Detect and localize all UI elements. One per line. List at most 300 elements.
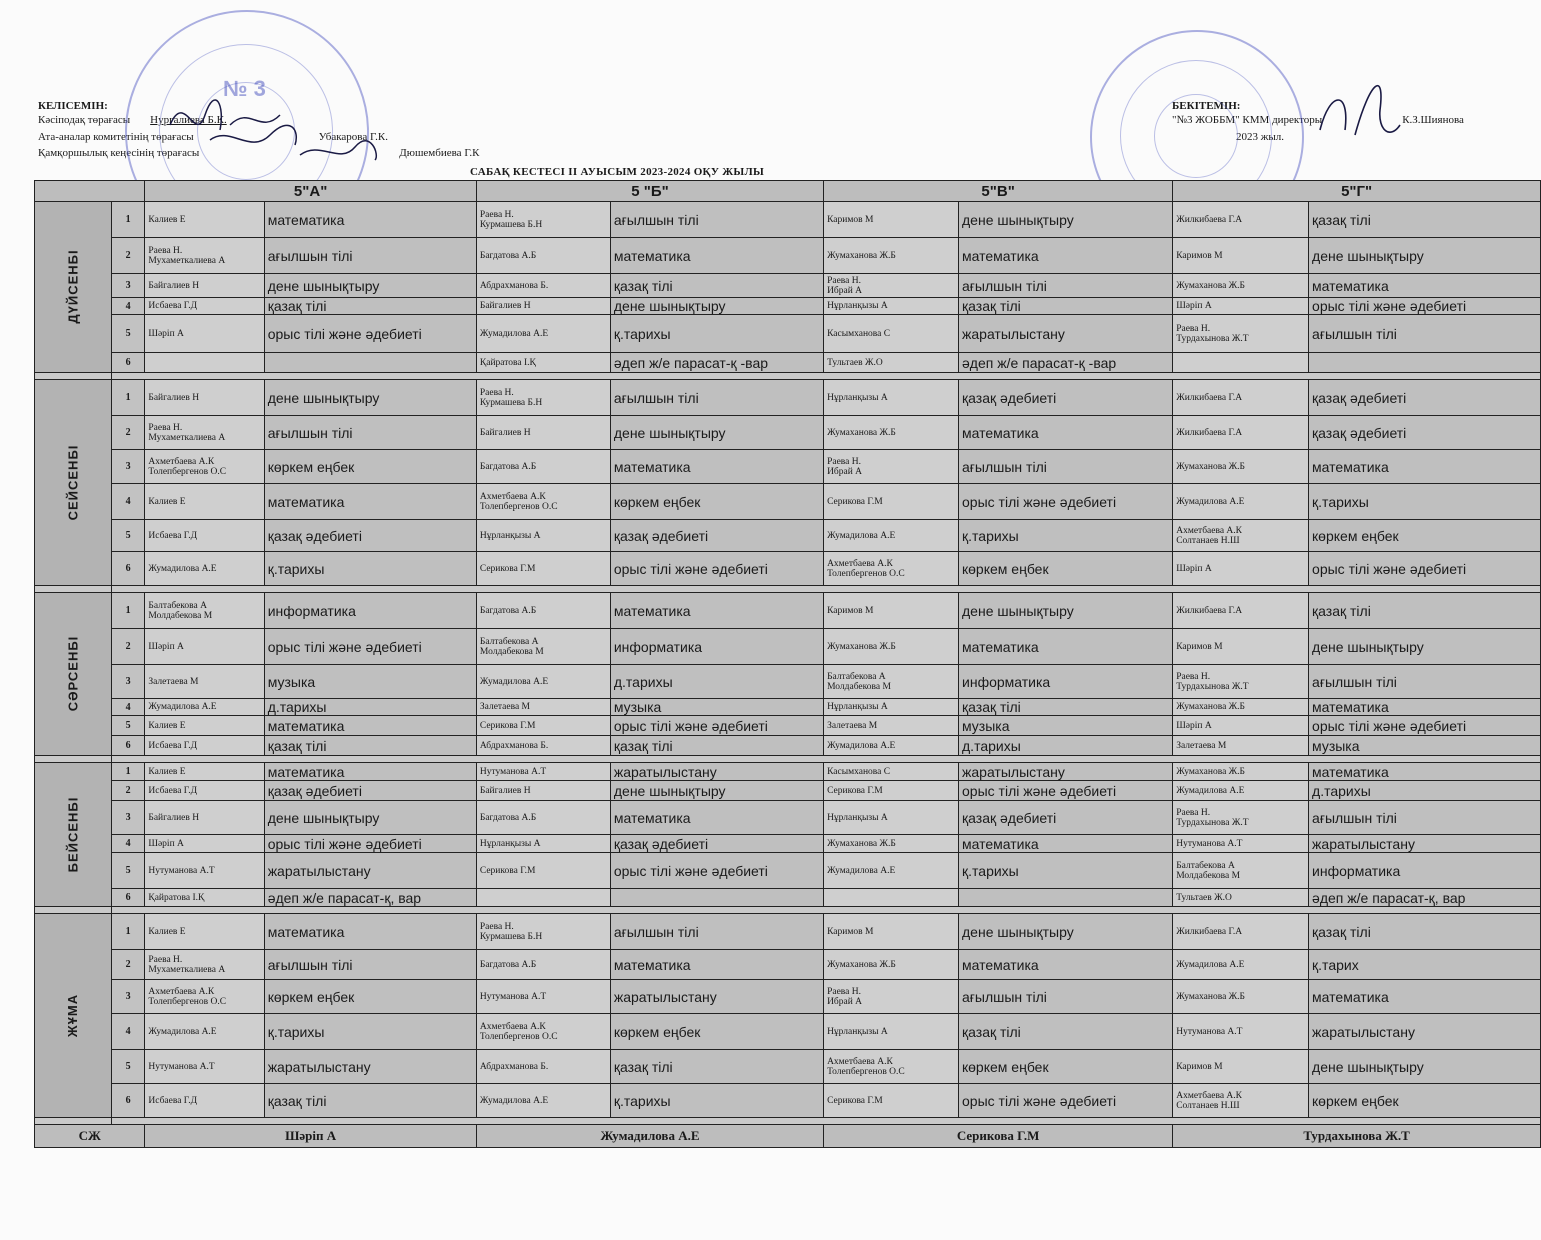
teacher-cell: Нұрланқызы А — [824, 801, 959, 835]
day-label-cell — [35, 763, 112, 907]
teacher-cell: Исбаева Г.Д — [145, 736, 264, 756]
teacher-cell: Жумаханова Ж.Б — [1173, 274, 1309, 298]
teacher-cell: Раева Н. Мухаметкалиева А — [145, 950, 264, 980]
subject-cell — [959, 889, 1173, 907]
lesson-row — [35, 853, 1541, 889]
lesson-row — [35, 484, 1541, 520]
teacher-cell: Жумаханова Ж.Б — [1173, 699, 1309, 716]
teacher-cell: Жилкибаева Г.А — [1173, 593, 1309, 629]
subject-cell: математика — [959, 950, 1173, 980]
subject-cell: орыс тілі және әдебиеті — [959, 781, 1173, 801]
lesson-number: 1 — [111, 380, 145, 416]
lesson-row — [35, 835, 1541, 853]
lesson-number: 3 — [111, 665, 145, 699]
agreement-title: КЕЛІСЕМІН: — [38, 100, 108, 112]
agreement-line-1: Кәсіподақ төрағасы Нургалиева Б.К. — [38, 114, 227, 126]
subject-cell: қазақ тілі — [610, 274, 823, 298]
lesson-row — [35, 593, 1541, 629]
subject-cell: математика — [1309, 763, 1541, 781]
subject-cell: қазақ әдебиеті — [264, 781, 476, 801]
subject-cell: әдеп ж/е парасат-қ, вар — [264, 889, 476, 907]
subject-cell: дене шынықтыру — [959, 202, 1173, 238]
approval-date: 2023 жыл. — [1236, 131, 1284, 143]
footer-row — [35, 1125, 1541, 1148]
approval-line: "№3 ЖОББМ" КММ директоры К.З.Шиянова — [1172, 114, 1464, 126]
subject-cell: информатика — [264, 593, 476, 629]
lesson-row — [35, 353, 1541, 373]
teacher-cell: Калиев Е — [145, 763, 264, 781]
teacher-cell: Жумадилова А.Е — [824, 520, 959, 552]
subject-cell: ағылшын тілі — [610, 380, 823, 416]
subject-cell: көркем еңбек — [264, 450, 476, 484]
subject-cell: жаратылыстану — [959, 315, 1173, 353]
subject-cell: қ.тарихы — [264, 1014, 476, 1050]
teacher-cell: Раева Н. Ибрай А — [824, 980, 959, 1014]
lesson-row — [35, 889, 1541, 907]
day-separator — [35, 907, 1541, 914]
teacher-cell: Калиев Е — [145, 202, 264, 238]
subject-cell: орыс тілі және әдебиеті — [1309, 716, 1541, 736]
subject-cell: ағылшын тілі — [264, 416, 476, 450]
lesson-number: 2 — [111, 416, 145, 450]
teacher-cell: Багдатова А.Б — [476, 238, 610, 274]
lesson-number: 5 — [111, 853, 145, 889]
teacher-cell: Калиев Е — [145, 716, 264, 736]
teacher-cell: Нутуманова А.Т — [476, 980, 610, 1014]
subject-cell: ағылшын тілі — [610, 914, 823, 950]
teacher-cell: Раева Н. Ибрай А — [824, 274, 959, 298]
subject-cell: математика — [264, 484, 476, 520]
teacher-cell: Нұрланқызы А — [476, 520, 610, 552]
subject-cell: қазақ әдебиеті — [959, 801, 1173, 835]
teacher-cell: Раева Н. Ибрай А — [824, 450, 959, 484]
approval-title: БЕКІТЕМІН: — [1172, 100, 1241, 112]
subject-cell: дене шынықтыру — [959, 593, 1173, 629]
teacher-cell: Серикова Г.М — [824, 1084, 959, 1118]
subject-cell: қ.тарих — [1309, 950, 1541, 980]
teacher-cell: Нұрланқызы А — [824, 380, 959, 416]
teacher-cell: Шәріп А — [1173, 716, 1309, 736]
lesson-row — [35, 716, 1541, 736]
teacher-cell: Шәріп А — [145, 835, 264, 853]
lesson-row — [35, 202, 1541, 238]
lesson-row — [35, 665, 1541, 699]
teacher-cell: Нұрланқызы А — [824, 1014, 959, 1050]
lesson-row — [35, 1014, 1541, 1050]
teacher-cell: Нұрланқызы А — [824, 699, 959, 716]
subject-cell: дене шынықтыру — [610, 416, 823, 450]
teacher-cell: Шәріп А — [1173, 298, 1309, 315]
teacher-cell: Байгалиев Н — [476, 298, 610, 315]
subject-cell: информатика — [1309, 853, 1541, 889]
day-label: ЖҰМА — [65, 993, 81, 1037]
day-label: СӘРСЕНБІ — [65, 635, 81, 712]
subject-cell: ағылшын тілі — [959, 274, 1173, 298]
day-separator — [35, 1118, 1541, 1125]
lesson-number: 6 — [111, 1084, 145, 1118]
subject-cell: қазақ әдебиеті — [610, 520, 823, 552]
lesson-number: 4 — [111, 484, 145, 520]
teacher-cell: Залетаева М — [1173, 736, 1309, 756]
subject-cell: математика — [610, 593, 823, 629]
teacher-cell: Жилкибаева Г.А — [1173, 202, 1309, 238]
teacher-cell: Жумаханова Ж.Б — [824, 629, 959, 665]
teacher-cell: Шәріп А — [1173, 552, 1309, 586]
teacher-cell: Жумадилова А.Е — [476, 665, 610, 699]
subject-cell: математика — [264, 202, 476, 238]
teacher-cell: Багдатова А.Б — [476, 593, 610, 629]
day-label: ДҮЙСЕНБІ — [65, 249, 81, 324]
teacher-cell: Қайратова І.Қ — [145, 889, 264, 907]
lesson-number: 3 — [111, 450, 145, 484]
teacher-cell — [145, 353, 264, 373]
teacher-cell: Байгалиев Н — [476, 416, 610, 450]
lesson-row — [35, 298, 1541, 315]
subject-cell: информатика — [610, 629, 823, 665]
subject-cell: математика — [959, 835, 1173, 853]
teacher-cell: Қайратова І.Қ — [476, 353, 610, 373]
schedule-table — [34, 180, 1541, 1148]
teacher-cell: Жумаханова Ж.Б — [824, 416, 959, 450]
subject-cell: орыс тілі және әдебиеті — [264, 835, 476, 853]
subject-cell: қазақ тілі — [1309, 914, 1541, 950]
teacher-cell: Жумаханова Ж.Б — [824, 835, 959, 853]
lesson-row — [35, 629, 1541, 665]
subject-cell: орыс тілі және әдебиеті — [264, 315, 476, 353]
lesson-row — [35, 801, 1541, 835]
subject-cell: ағылшын тілі — [264, 238, 476, 274]
subject-cell: математика — [1309, 699, 1541, 716]
agreement-line-2: Ата-аналар комитетінің төрағасы Убакарова Г.К. — [38, 131, 388, 143]
teacher-cell: Жумаханова Ж.Б — [824, 950, 959, 980]
subject-cell — [1309, 353, 1541, 373]
subject-cell: информатика — [959, 665, 1173, 699]
subject-cell: математика — [610, 950, 823, 980]
subject-cell: математика — [610, 450, 823, 484]
lesson-number: 4 — [111, 699, 145, 716]
lesson-row — [35, 980, 1541, 1014]
teacher-cell: Исбаева Г.Д — [145, 781, 264, 801]
lesson-number: 4 — [111, 835, 145, 853]
lesson-number: 2 — [111, 950, 145, 980]
lesson-row — [35, 699, 1541, 716]
lesson-number: 1 — [111, 763, 145, 781]
subject-cell: қазақ әдебиеті — [1309, 380, 1541, 416]
lesson-row — [35, 552, 1541, 586]
subject-cell: математика — [264, 763, 476, 781]
subject-cell: математика — [1309, 450, 1541, 484]
teacher-cell: Жумадилова А.Е — [145, 1014, 264, 1050]
teacher-cell: Раева Н. Мухаметкалиева А — [145, 416, 264, 450]
teacher-cell: Байгалиев Н — [145, 801, 264, 835]
subject-cell: ағылшын тілі — [1309, 801, 1541, 835]
teacher-cell: Нутуманова А.Т — [476, 763, 610, 781]
lesson-row — [35, 1050, 1541, 1084]
lesson-number: 3 — [111, 274, 145, 298]
subject-cell: қазақ тілі — [959, 1014, 1173, 1050]
teacher-cell: Исбаева Г.Д — [145, 520, 264, 552]
lesson-row — [35, 416, 1541, 450]
subject-cell: жаратылыстану — [264, 1050, 476, 1084]
lesson-row — [35, 736, 1541, 756]
subject-cell: қазақ әдебиеті — [610, 835, 823, 853]
teacher-cell: Жумаханова Ж.Б — [1173, 980, 1309, 1014]
subject-cell: көркем еңбек — [610, 484, 823, 520]
subject-cell: орыс тілі және әдебиеті — [610, 552, 823, 586]
teacher-cell: Нұрланқызы А — [824, 298, 959, 315]
subject-cell: орыс тілі және әдебиеті — [610, 853, 823, 889]
subject-cell: қ.тарихы — [610, 315, 823, 353]
subject-cell: дене шынықтыру — [959, 914, 1173, 950]
teacher-cell: Раева Н. Курмашева Б.Н — [476, 914, 610, 950]
lesson-row — [35, 274, 1541, 298]
teacher-cell: Каримов М — [824, 593, 959, 629]
teacher-cell: Касымханова С — [824, 763, 959, 781]
lesson-row — [35, 520, 1541, 552]
teacher-cell: Жумаханова Ж.Б — [824, 238, 959, 274]
teacher-cell: Ахметбаева А.К Толепбергенов О.С — [145, 980, 264, 1014]
subject-cell: дене шынықтыру — [264, 380, 476, 416]
signature-right — [1300, 70, 1420, 160]
day-label: СЕЙСЕНБІ — [65, 444, 81, 520]
stamp-left-number: № 3 — [223, 76, 266, 101]
teacher-cell: Серикова Г.М — [824, 781, 959, 801]
teacher-cell: Жилкибаева Г.А — [1173, 416, 1309, 450]
lesson-row — [35, 1084, 1541, 1118]
teacher-cell: Каримов М — [1173, 238, 1309, 274]
subject-cell: дене шынықтыру — [610, 781, 823, 801]
teacher-cell: Ахметбаева А.К Солтанаев Н.Ш — [1173, 1084, 1309, 1118]
subject-cell: қазақ тілі — [264, 736, 476, 756]
teacher-cell: Раева Н. Курмашева Б.Н — [476, 202, 610, 238]
subject-cell: қ.тарихы — [264, 552, 476, 586]
teacher-cell: Исбаева Г.Д — [145, 1084, 264, 1118]
teacher-cell: Жумадилова А.Е — [824, 736, 959, 756]
lesson-number: 3 — [111, 801, 145, 835]
lesson-row — [35, 380, 1541, 416]
lesson-number: 6 — [111, 552, 145, 586]
subject-cell: дене шынықтыру — [1309, 629, 1541, 665]
subject-cell — [264, 353, 476, 373]
agreement-line-3: Қамқоршылық кеңесінің төрағасы Дюшембиева Г.К — [38, 147, 480, 159]
lesson-number: 4 — [111, 298, 145, 315]
subject-cell: жаратылыстану — [610, 980, 823, 1014]
day-label-cell — [35, 593, 112, 756]
lesson-number: 1 — [111, 593, 145, 629]
lesson-row — [35, 950, 1541, 980]
subject-cell: математика — [264, 716, 476, 736]
lesson-number: 3 — [111, 980, 145, 1014]
subject-cell: қ.тарихы — [959, 853, 1173, 889]
subject-cell: математика — [1309, 274, 1541, 298]
class-header: 5"А" — [145, 181, 477, 202]
day-label-cell — [35, 380, 112, 586]
day-label-cell — [35, 202, 112, 373]
teacher-cell: Байгалиев Н — [145, 274, 264, 298]
teacher-cell: Раева Н. Курмашева Б.Н — [476, 380, 610, 416]
teacher-cell: Залетаева М — [145, 665, 264, 699]
lesson-row — [35, 763, 1541, 781]
teacher-cell: Калиев Е — [145, 484, 264, 520]
teacher-cell: Калиев Е — [145, 914, 264, 950]
subject-cell: орыс тілі және әдебиеті — [959, 484, 1173, 520]
subject-cell: орыс тілі және әдебиеті — [264, 629, 476, 665]
subject-cell: көркем еңбек — [1309, 1084, 1541, 1118]
teacher-cell: Жумаханова Ж.Б — [1173, 450, 1309, 484]
subject-cell: ағылшын тілі — [1309, 315, 1541, 353]
lesson-number: 2 — [111, 781, 145, 801]
teacher-cell: Жилкибаева Г.А — [1173, 380, 1309, 416]
footer-label: СЖ — [35, 1125, 145, 1148]
class-header-row — [35, 181, 1541, 202]
teacher-cell: Нутуманова А.Т — [1173, 835, 1309, 853]
subject-cell: әдеп ж/е парасат-қ, вар — [1309, 889, 1541, 907]
teacher-cell: Раева Н. Турдахынова Ж.Т — [1173, 315, 1309, 353]
subject-cell: музыка — [959, 716, 1173, 736]
subject-cell: қазақ тілі — [1309, 202, 1541, 238]
subject-cell: математика — [959, 629, 1173, 665]
subject-cell: ағылшын тілі — [959, 450, 1173, 484]
teacher-cell: Каримов М — [1173, 629, 1309, 665]
day-separator — [35, 586, 1541, 593]
class-teacher: Жумадилова А.Е — [476, 1125, 823, 1148]
teacher-cell: Ахметбаева А.К Толепбергенов О.С — [145, 450, 264, 484]
teacher-cell: Жумадилова А.Е — [1173, 484, 1309, 520]
class-header: 5"Г" — [1173, 181, 1541, 202]
subject-cell: ағылшын тілі — [610, 202, 823, 238]
lesson-number: 5 — [111, 716, 145, 736]
teacher-cell: Тультаев Ж.О — [1173, 889, 1309, 907]
subject-cell: математика — [610, 801, 823, 835]
subject-cell: музыка — [610, 699, 823, 716]
class-header: 5"В" — [824, 181, 1173, 202]
subject-cell: қазақ әдебиеті — [959, 380, 1173, 416]
subject-cell: көркем еңбек — [959, 552, 1173, 586]
teacher-cell: Жумадилова А.Е — [145, 552, 264, 586]
subject-cell: орыс тілі және әдебиеті — [1309, 552, 1541, 586]
subject-cell: дене шынықтыру — [264, 274, 476, 298]
teacher-cell: Нутуманова А.Т — [145, 1050, 264, 1084]
subject-cell: орыс тілі және әдебиеті — [959, 1084, 1173, 1118]
teacher-cell: Жумадилова А.Е — [476, 315, 610, 353]
teacher-cell: Абдрахманова Б. — [476, 1050, 610, 1084]
class-teacher: Турдахынова Ж.Т — [1173, 1125, 1541, 1148]
lesson-number: 5 — [111, 315, 145, 353]
teacher-cell: Жумадилова А.Е — [1173, 781, 1309, 801]
subject-cell: қазақ әдебиеті — [264, 520, 476, 552]
teacher-cell: Ахметбаева А.К Солтанаев Н.Ш — [1173, 520, 1309, 552]
teacher-cell: Нутуманова А.Т — [1173, 1014, 1309, 1050]
subject-cell: математика — [610, 238, 823, 274]
subject-cell: қазақ тілі — [959, 699, 1173, 716]
teacher-cell: Серикова Г.М — [824, 484, 959, 520]
teacher-cell: Жумадилова А.Е — [824, 853, 959, 889]
class-header: 5 "Б" — [476, 181, 823, 202]
lesson-row — [35, 238, 1541, 274]
subject-cell: ағылшын тілі — [264, 950, 476, 980]
subject-cell: көркем еңбек — [264, 980, 476, 1014]
lesson-number: 6 — [111, 889, 145, 907]
teacher-cell: Жумадилова А.Е — [1173, 950, 1309, 980]
teacher-cell: Байгалиев Н — [476, 781, 610, 801]
teacher-cell: Ахметбаева А.К Толепбергенов О.С — [824, 552, 959, 586]
subject-cell: дене шынықтыру — [610, 298, 823, 315]
teacher-cell: Раева Н. Турдахынова Ж.Т — [1173, 801, 1309, 835]
subject-cell: дене шынықтыру — [1309, 1050, 1541, 1084]
teacher-cell: Ахметбаева А.К Толепбергенов О.С — [476, 484, 610, 520]
subject-cell: математика — [959, 416, 1173, 450]
lesson-number: 1 — [111, 914, 145, 950]
subject-cell: музыка — [1309, 736, 1541, 756]
subject-cell: қазақ тілі — [264, 1084, 476, 1118]
teacher-cell — [476, 889, 610, 907]
subject-cell: қ.тарихы — [610, 1084, 823, 1118]
teacher-cell: Серикова Г.М — [476, 552, 610, 586]
teacher-cell: Шәріп А — [145, 629, 264, 665]
lesson-number: 6 — [111, 736, 145, 756]
teacher-cell: Каримов М — [824, 202, 959, 238]
day-separator — [35, 756, 1541, 763]
teacher-cell: Багдатова А.Б — [476, 450, 610, 484]
lesson-number: 2 — [111, 238, 145, 274]
teacher-cell: Балтабекова А Молдабекова М — [824, 665, 959, 699]
teacher-cell: Балтабекова А Молдабекова М — [476, 629, 610, 665]
subject-cell: жаратылыстану — [610, 763, 823, 781]
class-teacher: Серикова Г.М — [824, 1125, 1173, 1148]
teacher-cell: Залетаева М — [476, 699, 610, 716]
teacher-cell: Касымханова С — [824, 315, 959, 353]
subject-cell: д.тарихы — [1309, 781, 1541, 801]
teacher-cell: Жилкибаева Г.А — [1173, 914, 1309, 950]
teacher-cell: Нутуманова А.Т — [145, 853, 264, 889]
teacher-cell: Нұрланқызы А — [476, 835, 610, 853]
subject-cell: дене шынықтыру — [1309, 238, 1541, 274]
subject-cell: қазақ тілі — [264, 298, 476, 315]
teacher-cell: Серикова Г.М — [476, 716, 610, 736]
teacher-cell: Багдатова А.Б — [476, 950, 610, 980]
subject-cell: қазақ тілі — [610, 736, 823, 756]
subject-cell: жаратылыстану — [959, 763, 1173, 781]
lesson-number: 6 — [111, 353, 145, 373]
subject-cell: ағылшын тілі — [1309, 665, 1541, 699]
subject-cell: қазақ тілі — [1309, 593, 1541, 629]
teacher-cell: Ахметбаева А.К Толепбергенов О.С — [824, 1050, 959, 1084]
teacher-cell: Раева Н. Турдахынова Ж.Т — [1173, 665, 1309, 699]
teacher-cell: Багдатова А.Б — [476, 801, 610, 835]
lesson-row — [35, 450, 1541, 484]
day-separator — [35, 373, 1541, 380]
teacher-cell: Абдрахманова Б. — [476, 736, 610, 756]
subject-cell: орыс тілі және әдебиеті — [610, 716, 823, 736]
subject-cell: қ.тарихы — [959, 520, 1173, 552]
teacher-cell: Серикова Г.М — [476, 853, 610, 889]
subject-cell: қазақ әдебиеті — [1309, 416, 1541, 450]
subject-cell: музыка — [264, 665, 476, 699]
lesson-number: 2 — [111, 629, 145, 665]
subject-cell: қазақ тілі — [610, 1050, 823, 1084]
subject-cell: қазақ тілі — [959, 298, 1173, 315]
teacher-cell: Байгалиев Н — [145, 380, 264, 416]
day-label-cell — [35, 914, 112, 1118]
teacher-cell: Каримов М — [1173, 1050, 1309, 1084]
teacher-cell: Шәріп А — [145, 315, 264, 353]
teacher-cell: Раева Н. Мухаметкалиева А — [145, 238, 264, 274]
teacher-cell: Балтабекова А Молдабекова М — [1173, 853, 1309, 889]
teacher-cell: Тультаев Ж.О — [824, 353, 959, 373]
subject-cell: д.тарихы — [264, 699, 476, 716]
teacher-cell: Жумадилова А.Е — [476, 1084, 610, 1118]
teacher-cell: Залетаева М — [824, 716, 959, 736]
